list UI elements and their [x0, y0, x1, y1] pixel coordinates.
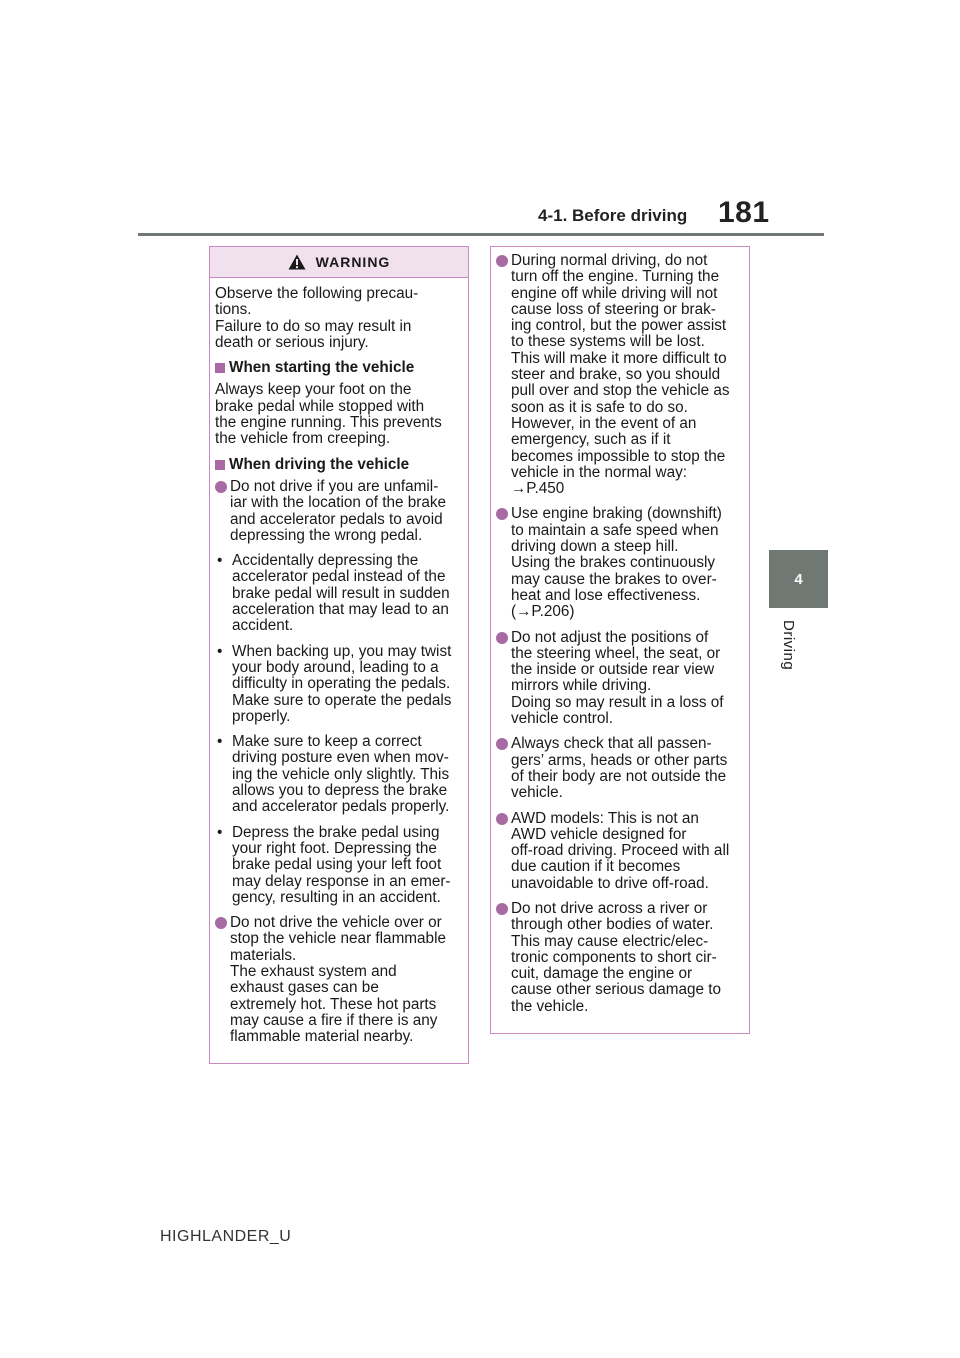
section-title: 4-1. Before driving: [538, 206, 688, 225]
circle-bullet-icon: [496, 813, 508, 825]
circle-bullet-icon: [496, 738, 508, 750]
warning-box: [209, 246, 469, 1064]
model-code: HIGHLANDER_U: [160, 1228, 292, 1245]
sub-list-item-text: Make sure to keep a correct driving posture even when mov- ing the vehicle only slightly. This allows you to depress the brake and accelerator pedals properly.: [232, 733, 450, 816]
square-bullet-icon: [215, 460, 225, 470]
warning-triangle-icon: [288, 254, 306, 270]
bullet-mark: •: [217, 552, 223, 570]
list-item-text: Always check that all passen- gers’ arms, heads or other parts of their body are not outside the vehicle.: [511, 735, 728, 802]
list-item-text: Use engine braking (downshift) to maintain a safe speed when driving down a steep hill. Using the brakes continuously may cause the brakes to over- heat and lose effectiveness. (→P.206): [511, 505, 722, 621]
page-number: 181: [718, 196, 770, 229]
warning-continued-content: [491, 247, 749, 1015]
warning-header: [210, 247, 468, 278]
chapter-label: Driving: [780, 620, 797, 671]
sub-list-item-text: Depress the brake pedal using your right foot. Depressing the brake pedal using your left foot may delay response in an emer- gency, resulting in an accident.: [232, 823, 451, 906]
sub-list-item: [215, 734, 464, 815]
circle-bullet-icon: [496, 903, 508, 915]
list-item: [496, 901, 745, 1015]
list-item-text: Do not drive the vehicle over or stop the vehicle near flammable materials. The exhaust system and exhaust gases can be extremely hot. These hot parts may cause a fire if there is any flammable material nearby.: [230, 914, 446, 1046]
warning-continued-box: [490, 246, 750, 1034]
circle-bullet-icon: [496, 632, 508, 644]
warning-content: [210, 278, 468, 1045]
heading-when-driving: [215, 457, 464, 473]
circle-bullet-icon: [496, 255, 508, 267]
chapter-tab[interactable]: [769, 550, 828, 608]
list-item-text: Do not drive if you are unfamil- iar with the location of the brake and accelerator pedals to avoid depressing the wrong pedal.: [230, 477, 446, 544]
sub-list-item: [215, 553, 464, 634]
warning-intro: Observe the following precau- tions. Failure to do so may result in death or serious injury.: [215, 285, 419, 351]
list-item: [496, 630, 745, 728]
starting-text: Always keep your foot on the brake pedal while stopped with the engine running. This prevents the vehicle from creeping.: [215, 381, 442, 448]
list-item-text: Do not drive across a river or through other bodies of water. This may cause electric/elec- tronic components to short cir- cuit, damage the engine or cause other serious damage to the vehicle.: [511, 899, 722, 1015]
square-bullet-icon: [215, 363, 225, 373]
list-item: [215, 915, 464, 1045]
sub-list-item-text: When backing up, you may twist your body around, leading to a difficulty in operating the pedals. Make sure to operate the pedals properly.: [232, 642, 452, 725]
circle-bullet-icon: [496, 508, 508, 520]
list-item-text: During normal driving, do not turn off the engine. Turning the engine off while driving will not cause loss of steering or brak- ing control, but the power assist to these systems will be lost. This will make it more difficult to steer and brake, so you should pull over and stop the vehicle as soon as it is safe to do so. However, in the event of an emergency, such as if it becomes impossible to stop the vehicle in the normal way: →P.450: [511, 252, 730, 498]
list-item: [215, 479, 464, 544]
header-rule: [138, 233, 824, 236]
sub-list-item: [215, 644, 464, 725]
sub-list-item: [215, 825, 464, 906]
heading-text: When starting the vehicle: [229, 359, 415, 377]
circle-bullet-icon: [215, 917, 227, 929]
sub-list-item-text: Accidentally depressing the accelerator pedal instead of the brake pedal will result in sudden acceleration that may lead to an accident.: [232, 552, 450, 635]
list-item-text: AWD models: This is not an AWD vehicle designed for off-road driving. Proceed with all due caution if it becomes unavoidable to drive off-road.: [511, 809, 730, 892]
heading-when-starting: [215, 360, 464, 376]
bullet-mark: •: [217, 642, 223, 660]
heading-text: When driving the vehicle: [229, 455, 410, 473]
list-item: [496, 506, 745, 620]
list-item: [496, 736, 745, 801]
chapter-number: 4: [794, 570, 803, 588]
circle-bullet-icon: [215, 481, 227, 493]
list-item-text: Do not adjust the positions of the steering wheel, the seat, or the inside or outside rear view mirrors while driving. Doing so may result in a loss of vehicle control.: [511, 628, 724, 728]
bullet-mark: •: [217, 823, 223, 841]
list-item: [496, 811, 745, 892]
warning-title: WARNING: [315, 253, 391, 270]
bullet-mark: •: [217, 733, 223, 751]
list-item: [496, 253, 745, 497]
